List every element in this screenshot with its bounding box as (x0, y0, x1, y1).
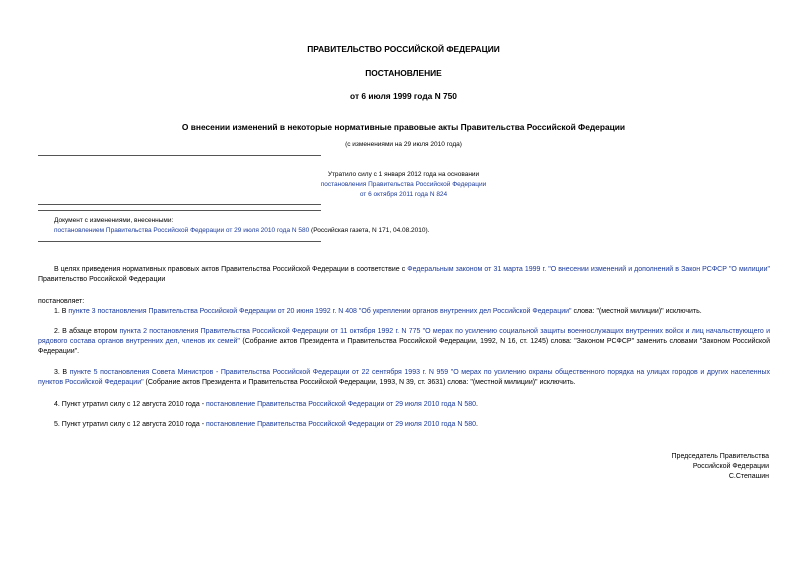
list-item (38, 368, 770, 388)
item-3-link[interactable]: пункте 5 постановления Совета Министров - Правительства Российской Федерации от 22 сентября 1993 г. N 959 "О мерах по усилению охраны общественного порядка на улицах городов и других населенных пунктов Российской Федерации" (38, 369, 770, 386)
item-1-text: 1. В (54, 308, 69, 315)
item-2-text-end: (Собрание актов Президента и Правительства Российской Федерации, 1992, N 16, ст. 1245) слова: "Законом РСФСР" заменить словами "Законом Российской Федерации". (38, 338, 770, 355)
item-5-link[interactable]: постановление Правительства Российской Федерации от 29 июля 2010 года N 580 (205, 421, 477, 428)
amended-reference (54, 226, 774, 236)
item-1-link[interactable]: пункте 3 постановления Правительства Российской Федерации от 20 июня 1992 г. N 408 "Об укреплении органов внутренних дел Российской Федерации" (68, 308, 572, 315)
decree-word: постановляет: (38, 298, 85, 305)
item-2-link[interactable]: пункта 2 постановления Правительства Российской Федерации от 11 октября 1992 г. N 775 "О мерах по усилению социальной защиты военнослужащих внутренних войск и лиц начальствующего и рядового состава органов внутренних дел, членов их семей" (38, 328, 770, 345)
item-3-text-end: (Собрание актов Президента и Правительства Российской Федерации, 1993, N 39, ст. 3631) слова: "(местной милиции)" исключить. (143, 379, 576, 386)
government-heading: ПРАВИТЕЛЬСТВО РОССИЙСКОЙ ФЕДЕРАЦИИ (307, 44, 500, 54)
list-item (38, 400, 770, 410)
amended-source: (Российская газета, N 171, 04.08.2010). (309, 227, 430, 234)
lapsed-decree-date-link[interactable]: от 6 октября 2011 года N 824 (359, 191, 448, 198)
divider (38, 210, 321, 211)
document-date-number: от 6 июля 1999 года N 750 (350, 91, 457, 101)
intro-text-end: Правительство Российской Федерации (38, 276, 166, 283)
divider (38, 241, 321, 242)
amended-label: Документ с изменениями, внесенными: (54, 217, 174, 224)
signature-org: Российской Федерации (692, 463, 769, 470)
document-type: ПОСТАНОВЛЕНИЕ (365, 68, 442, 78)
item-5-text: 5. Пункт утратил силу с 12 августа 2010 года - (54, 421, 206, 428)
list-item (38, 420, 770, 430)
list-item (38, 327, 770, 357)
divider (38, 204, 321, 205)
item-4-link[interactable]: постановление Правительства Российской Федерации от 29 июля 2010 года N 580 (205, 401, 477, 408)
item-3-text: 3. В (54, 369, 70, 376)
item-4-text-end: . (476, 401, 478, 408)
list-item (38, 307, 770, 317)
intro-paragraph (38, 265, 770, 285)
item-1-text-end: слова: "(местной милиции)" исключить. (571, 308, 702, 315)
amending-decree-link[interactable]: постановлением Правительства Российской Федерации от 29 июля 2010 года N 580 (54, 227, 310, 234)
divider (38, 155, 321, 156)
item-4-text: 4. Пункт утратил силу с 12 августа 2010 года - (54, 401, 206, 408)
lapsed-link-row (0, 180, 807, 190)
lapsed-link-row-2 (0, 190, 807, 200)
signature-title: Председатель Правительства (671, 453, 769, 460)
lapsed-note: Утратило силу с 1 января 2012 года на основании (327, 171, 480, 178)
changes-note: (с изменениями на 29 июля 2010 года) (345, 141, 462, 148)
lapsed-decree-link[interactable]: постановления Правительства Российской Федерации (320, 181, 487, 188)
item-2-text: 2. В абзаце втором (54, 328, 120, 335)
item-5-text-end: . (476, 421, 478, 428)
signatory-name: С.Степашин (728, 473, 769, 480)
intro-text: В целях приведения нормативных правовых актов Правительства Российской Федерации в соответствие с (54, 266, 408, 273)
document-title: О внесении изменений в некоторые нормативные правовые акты Правительства Российской Федерации (181, 122, 626, 132)
federal-law-link[interactable]: Федеральным законом от 31 марта 1999 г. "О внесении изменений и дополнений в Закон РСФСР "О милиции" (407, 266, 770, 273)
